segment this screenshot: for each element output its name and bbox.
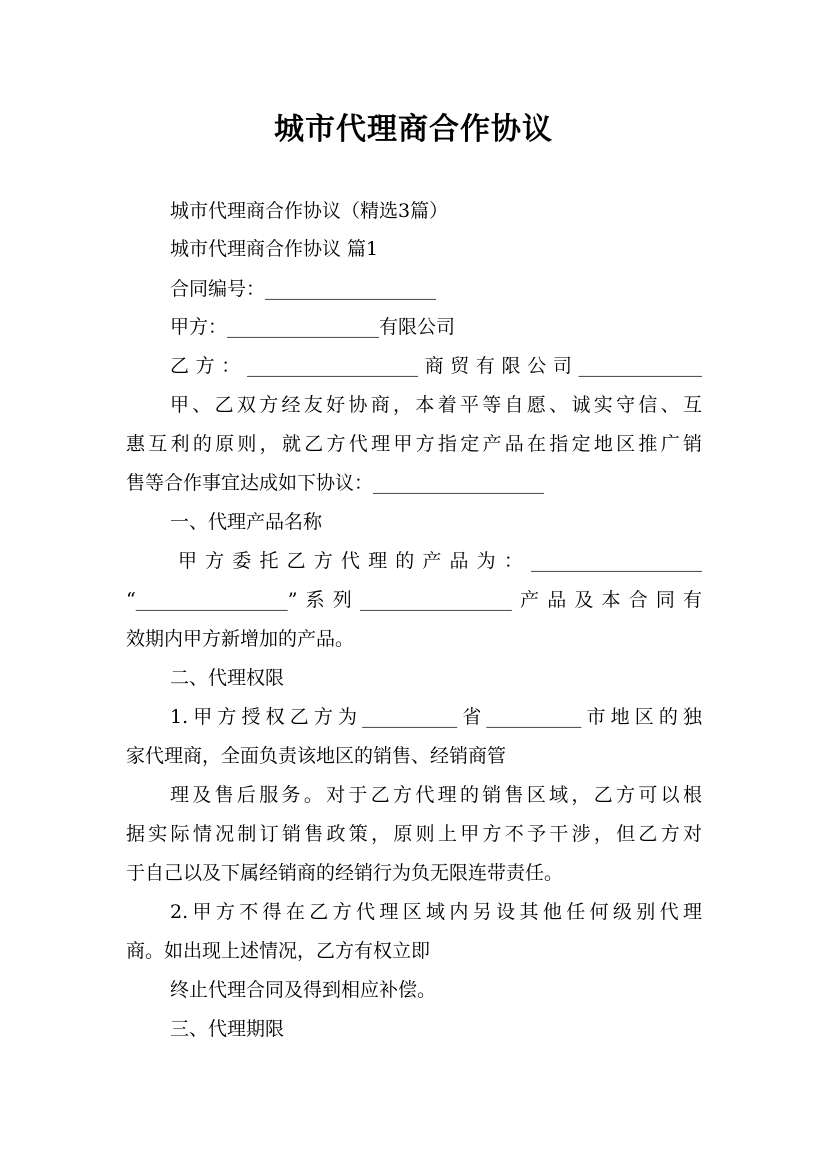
contract-number-line: 合同编号：__________________ bbox=[170, 278, 437, 300]
paragraph-line: “________________”系列________________产品及本合同有 bbox=[126, 589, 702, 611]
paragraph-line: 理及售后服务。对于乙方代理的销售区域，乙方可以根 bbox=[170, 784, 702, 806]
section-heading-line: 三、代理期限 bbox=[170, 1018, 285, 1040]
paragraph-line: 惠互利的原则，就乙方代理甲方指定产品在指定地区推广销 bbox=[126, 433, 702, 455]
section-heading-line: 一、代理产品名称 bbox=[170, 511, 323, 533]
party-a-line: 甲方：________________有限公司 bbox=[170, 316, 456, 338]
paragraph-line: 1.甲方授权乙方为__________省__________市地区的独 bbox=[170, 706, 702, 728]
document-title: 城市代理商合作协议 bbox=[274, 112, 553, 147]
paragraph-line: 甲、乙双方经友好协商，本着平等自愿、诚实守信、互 bbox=[170, 394, 702, 416]
paragraph-line: 甲方委托乙方代理的产品为：__________________ bbox=[178, 550, 702, 572]
paragraph-line: 效期内甲方新增加的产品。 bbox=[126, 628, 355, 650]
section-heading-line: 城市代理商合作协议 篇1 bbox=[170, 238, 379, 260]
party-b-line: 乙方：__________________商贸有限公司_____________ bbox=[170, 355, 702, 377]
paragraph-line: 据实际情况制订销售政策，原则上甲方不予干涉，但乙方对 bbox=[126, 823, 702, 845]
section-heading-line: 二、代理权限 bbox=[170, 667, 285, 689]
paragraph-line: 2.甲方不得在乙方代理区域内另设其他任何级别代理 bbox=[170, 901, 702, 923]
subtitle-line: 城市代理商合作协议（精选3篇） bbox=[170, 200, 449, 222]
paragraph-line: 终止代理合同及得到相应补偿。 bbox=[170, 979, 437, 1001]
paragraph-line: 商。如出现上述情况，乙方有权立即 bbox=[126, 940, 431, 962]
paragraph-line: 家代理商，全面负责该地区的销售、经销商管 bbox=[126, 745, 507, 767]
paragraph-line: 售等合作事宜达成如下协议：__________________ bbox=[126, 472, 545, 494]
paragraph-line: 于自己以及下属经销商的经销行为负无限连带责任。 bbox=[126, 862, 564, 884]
